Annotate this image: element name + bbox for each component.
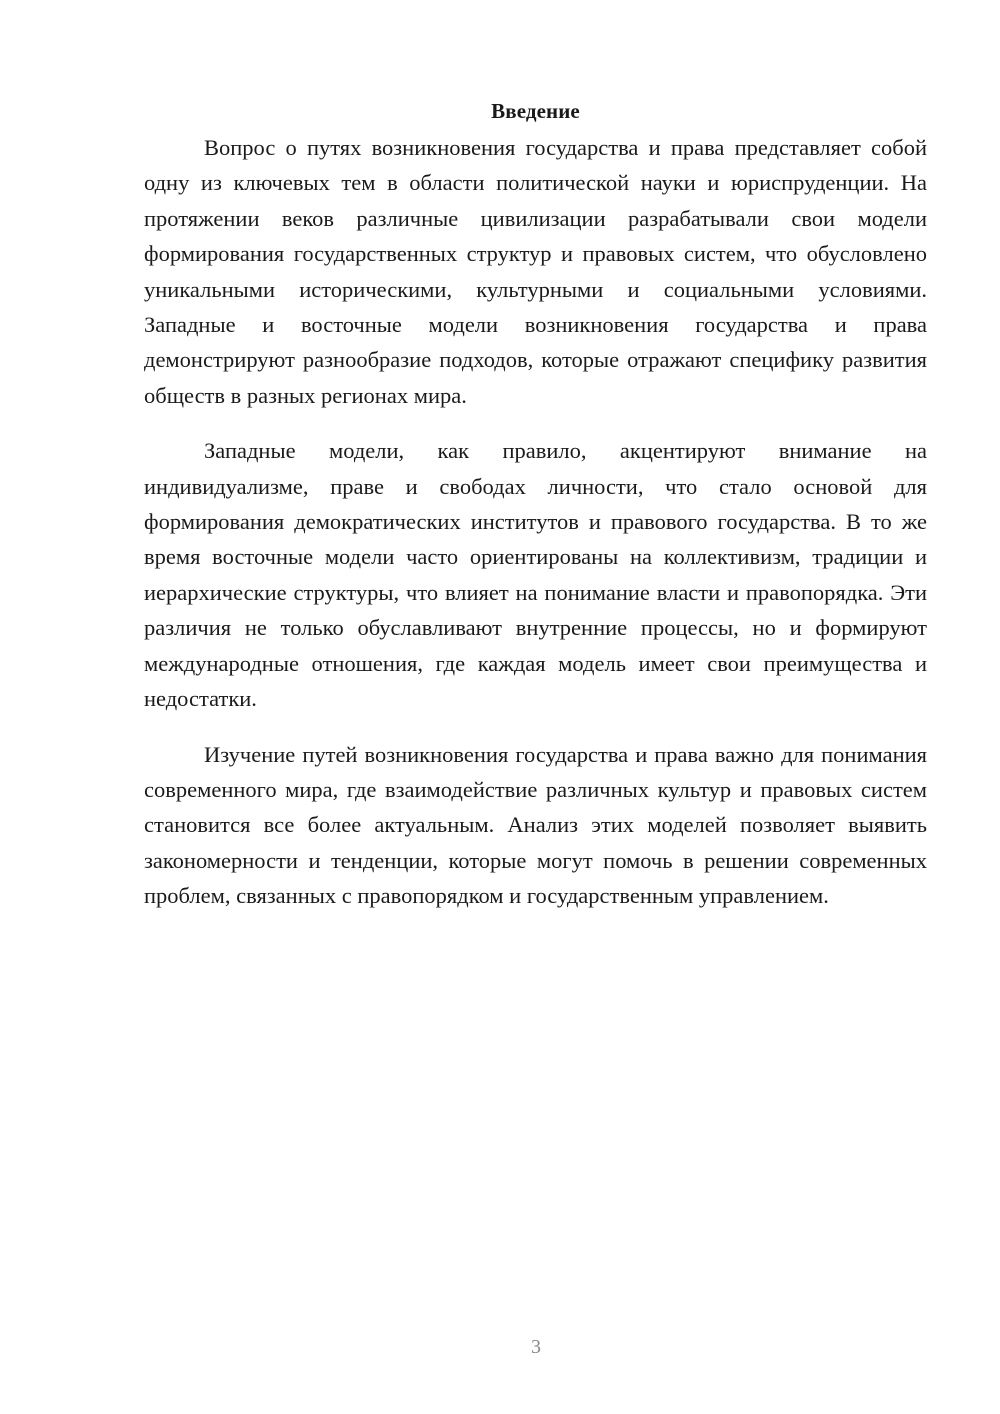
paragraph-2: Западные модели, как правило, акцентируют внимание на индивидуализме, праве и свободах личности, что стало основой для формирования демократических институтов и правового государства. В то же время восточные модели часто ориентированы на коллективизм, традиции и иерархические структуры, что влияет на понимание власти и правопорядка. Эти различия не только обуславливают внутренние процессы, но и формируют международные отношения, где каждая модель имеет свои преимущества и недостатки.: [144, 438, 927, 712]
paragraph-1: Вопрос о путях возникновения государства и права представляет собой одну из ключевых тем в области политической науки и юриспруденции. На протяжении веков различные цивилизации разрабатывали свои модели формирования государственных структур и правовых систем, что обусловлено уникальными историческими, культурными и социальными условиями. Западные и восточные модели возникновения государства и права демонстрируют разнообразие подходов, которые отражают специфику развития обществ в разных регионах мира.: [144, 135, 927, 408]
section-heading: Введение: [491, 99, 580, 123]
page-number: 3: [531, 1336, 541, 1358]
page-content: [144, 96, 927, 934]
paragraph-3: Изучение путей возникновения государства и права важно для понимания современного мира, где взаимодействие различных культур и правовых систем становится все более актуальным. Анализ этих моделей позволяет выявить закономерности и тенденции, которые могут помочь в решении современных проблем, связанных с правопорядком и государственным управлением.: [144, 741, 927, 909]
